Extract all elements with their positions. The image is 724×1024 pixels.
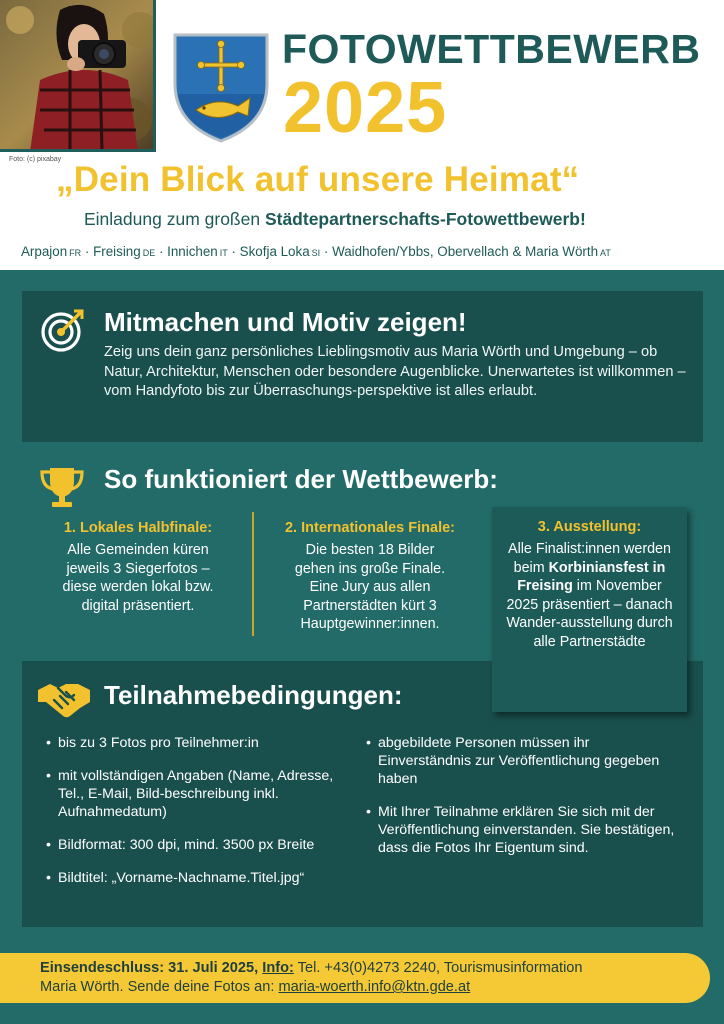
city-separator: · — [155, 244, 168, 259]
slogan: „Dein Blick auf unsere Heimat“ — [56, 160, 580, 199]
step-text: Die besten 18 Bilder gehen ins große Finale. Eine Jury aus allen Partnerstädten kürt 3 Hauptgewinner:innen. — [294, 542, 446, 632]
step-text: Alle Finalist:innen werden beim Korbiniansfest in Freising im November 2025 präsentiert – danach Wander-ausstellung durch alle Partnerstädte — [506, 541, 673, 650]
step-title: 1. Lokales Halbfinale: — [63, 520, 213, 536]
partner-city: Waidhofen/Ybbs, Obervellach & Maria Wörth — [332, 244, 599, 259]
country-code: IT — [219, 248, 228, 258]
condition-item: • Mit Ihrer Teilnahme erklären Sie sich mit der Veröffentlichung einverstanden. Sie bestätigen, dass die Fotos Ihr Eigentum sind. — [366, 803, 686, 857]
condition-item: • Bildtitel: „Vorname-Nachname.Titel.jpg“ — [46, 869, 346, 887]
country-code: SI — [311, 248, 321, 258]
country-code: FR — [69, 248, 82, 258]
invitation-line: Einladung zum großen Städtepartnerschafts-Fotowettbewerb! — [84, 209, 586, 229]
conditions-list-right — [366, 734, 686, 872]
submit-instruction: Maria Wörth. Sende deine Fotos an: — [40, 979, 279, 995]
poster-year: 2025 — [283, 68, 448, 148]
email-link[interactable]: maria-woerth.info@ktn.gde.at — [278, 979, 471, 995]
city-separator: · — [320, 244, 333, 259]
target-icon — [40, 307, 86, 358]
poster-title: FOTOWETTBEWERB — [282, 26, 701, 72]
condition-item: • mit vollständigen Angaben (Name, Adresse, Tel., E-Mail, Bild-beschreibung inkl. Aufnahmedatum) — [46, 767, 346, 821]
coat-of-arms-logo — [172, 32, 270, 144]
partner-city: Skofja Loka — [239, 244, 310, 259]
step-title: 2. Internationales Finale: — [284, 520, 455, 536]
conditions-list-left — [46, 734, 346, 902]
step-international-final — [262, 520, 478, 634]
participate-text: Zeig uns dein ganz persönliches Lieblingsmotiv aus Maria Wörth und Umgebung – ob Natur, Architektur, Menschen oder besondere Augenblicke. Unerwartetes ist willkommen – vom Handyfoto bis zur Überraschungs-perspektive ist alles erlaubt. — [104, 344, 686, 399]
step-text: Alle Gemeinden küren jeweils 3 Siegerfotos – diese werden lokal bzw. digital präsentiert. — [62, 542, 214, 614]
country-code: DE — [142, 248, 156, 258]
step-local-semifinal — [38, 520, 238, 615]
section-title-how-it-works: So funktioniert der Wettbewerb: — [104, 464, 498, 494]
section-title-conditions: Teilnahmebedingungen: — [104, 680, 403, 710]
condition-item: • Bildformat: 300 dpi, mind. 3500 px Breite — [46, 836, 346, 854]
city-separator: · — [227, 244, 240, 259]
partner-cities-list — [21, 244, 611, 259]
step-title: 3. Ausstellung: — [537, 519, 642, 535]
partner-city: Arpajon — [21, 244, 68, 259]
contact-footer — [0, 953, 710, 1003]
condition-item: • bis zu 3 Fotos pro Teilnehmer:in — [46, 734, 346, 752]
section-title-participate: Mitmachen und Motiv zeigen! — [104, 307, 467, 337]
city-separator: · — [81, 244, 94, 259]
phone-info: Tel. +43(0)4273 2240, Tourismusinformation — [293, 960, 583, 976]
photographer-photo — [0, 0, 156, 152]
handshake-icon — [36, 678, 92, 725]
partner-city: Innichen — [167, 244, 218, 259]
trophy-icon — [38, 465, 86, 514]
condition-item: • abgebildete Personen müssen ihr Einverständnis zur Veröffentlichung gegeben haben — [366, 734, 686, 788]
step-exhibition — [492, 507, 687, 712]
partner-city: Freising — [93, 244, 141, 259]
info-label: Info: — [262, 960, 294, 976]
country-code: AT — [600, 248, 611, 258]
deadline-text: Einsendeschluss: 31. Juli 2025, — [40, 960, 259, 976]
step-divider — [252, 512, 254, 636]
photo-credit: Foto: (c) pixabay — [9, 156, 62, 163]
